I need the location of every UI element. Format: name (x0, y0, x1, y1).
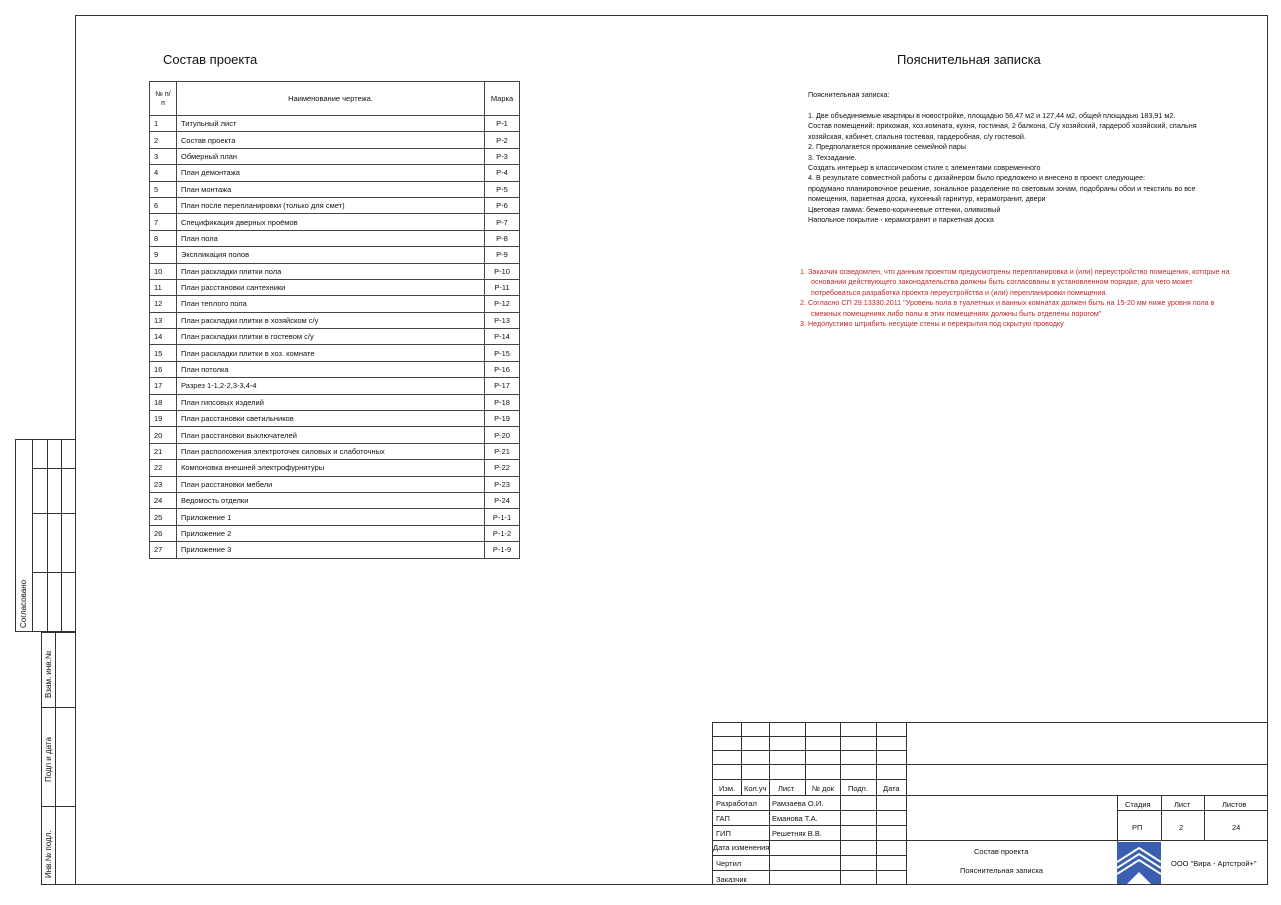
header-mark: Марка (485, 82, 520, 116)
header-name: Наименование чертежа. (177, 82, 485, 116)
row-name: План монтажа (177, 181, 485, 197)
table-row (150, 411, 520, 427)
row-mark: Р-17 (485, 378, 520, 394)
row-mark: Р-16 (485, 361, 520, 377)
col-podp: Подп. (848, 784, 868, 793)
table-row (150, 148, 520, 164)
row-name: Разрез 1-1,2-2,3-3,4-4 (177, 378, 485, 394)
warning-line: 2. Согласно СП 29.13330.2011 "Уровень пола в туалетных и ванных комнатах должен быть на 15-20 мм ниже уровня пола в (800, 298, 1215, 308)
role-4: Чертил (716, 859, 742, 868)
sheet-value: 2 (1179, 823, 1184, 832)
row-name: План гипсовых изделий (177, 394, 485, 410)
note-line: помещения, паркетная доска, кухонный гарнитур, керамогранит, двери (808, 194, 1046, 204)
company-logo-icon (1117, 842, 1161, 884)
table-row (150, 181, 520, 197)
row-num: 15 (150, 345, 177, 361)
table-header-row (150, 82, 520, 116)
table-row (150, 214, 520, 230)
row-num: 24 (150, 492, 177, 508)
row-mark: Р-1 (485, 116, 520, 132)
row-num: 22 (150, 460, 177, 476)
note-body (808, 111, 1197, 225)
row-name: Обмерный план (177, 148, 485, 164)
table-row (150, 361, 520, 377)
row-name: План демонтажа (177, 165, 485, 181)
podp-data-label: Подп и дата (44, 737, 53, 782)
table-row (150, 329, 520, 345)
note-line: хозяйская, кабинет, спальня гостевая, гардеробная, с/у гостевой. (808, 131, 1026, 141)
row-mark: Р-1-1 (485, 509, 520, 525)
row-mark: Р-22 (485, 460, 520, 476)
person-0: Рамзаева О.И. (772, 799, 824, 808)
row-num: 12 (150, 296, 177, 312)
note-line: 3. Техзадание. (808, 152, 857, 162)
table-row (150, 476, 520, 492)
role-2: ГИП (716, 829, 731, 838)
table-row (150, 263, 520, 279)
table-row (150, 230, 520, 246)
row-name: Компоновка внешней электрофурнитуры (177, 460, 485, 476)
row-mark: Р-15 (485, 345, 520, 361)
row-mark: Р-21 (485, 443, 520, 459)
table-row (150, 279, 520, 295)
table-row (150, 247, 520, 263)
row-mark: Р-13 (485, 312, 520, 328)
row-mark: Р-10 (485, 263, 520, 279)
row-name: План расположения электроточек силовых и слаботочных (177, 443, 485, 459)
inv-podl-label: Инв.№ подл. (44, 830, 53, 878)
composition-table (149, 81, 520, 559)
note-line: Цветовая гамма: бежево-коричневые оттенки, оливковый (808, 204, 1001, 214)
note-warnings (800, 267, 1229, 329)
stage-value: РП (1132, 823, 1143, 832)
table-row (150, 427, 520, 443)
row-num: 18 (150, 394, 177, 410)
table-row (150, 132, 520, 148)
row-num: 1 (150, 116, 177, 132)
row-mark: Р-4 (485, 165, 520, 181)
doc-title-1: Состав проекта (974, 847, 1029, 856)
note-line: 2. Предполагается проживание семейной пары (808, 142, 966, 152)
row-num: 4 (150, 165, 177, 181)
row-num: 20 (150, 427, 177, 443)
row-mark: Р-23 (485, 476, 520, 492)
row-name: План расстановки светильников (177, 411, 485, 427)
row-mark: Р-6 (485, 197, 520, 213)
row-mark: Р-14 (485, 329, 520, 345)
row-mark: Р-5 (485, 181, 520, 197)
row-mark: Р-2 (485, 132, 520, 148)
row-name: План пола (177, 230, 485, 246)
role-1: ГАП (716, 814, 730, 823)
row-num: 26 (150, 525, 177, 541)
row-num: 27 (150, 542, 177, 558)
row-name: План после перепланировки (только для смет) (177, 197, 485, 213)
row-name: План раскладки плитки в хозяйском с/у (177, 312, 485, 328)
person-2: Решетняк В.В. (772, 829, 822, 838)
warning-line: 3. Недопустимо штрабить несущие стены и перекрытия под скрытую проводку (800, 319, 1064, 329)
note-line: продумано планировочное решение, зональное разделение по световым зонам, подобраны обои и текстиль во все (808, 183, 1196, 193)
table-row (150, 509, 520, 525)
row-name: План расстановки выключателей (177, 427, 485, 443)
row-mark: Р-8 (485, 230, 520, 246)
composition-title: Состав проекта (163, 52, 258, 67)
row-num: 14 (150, 329, 177, 345)
row-name: План потолка (177, 361, 485, 377)
note-line: Состав помещений: прихожая, хоз.комната, кухня, гостиная, 2 балкона, С/у хозяйский, гардероб хозяйский, спальня (808, 121, 1197, 131)
row-num: 2 (150, 132, 177, 148)
table-row (150, 197, 520, 213)
row-name: План расстановки мебели (177, 476, 485, 492)
row-num: 11 (150, 279, 177, 295)
row-num: 17 (150, 378, 177, 394)
table-row (150, 296, 520, 312)
row-mark: Р-7 (485, 214, 520, 230)
stage-label: Стадия (1125, 800, 1151, 809)
warning-line: основании действующего законодательства должны быть согласованы в установленном порядке, для чего может (811, 277, 1193, 287)
soglasovano-label: Согласовано (19, 579, 28, 628)
warning-line: потребоваться разработка проекта переустройства и (или) перепланировки помещения. (811, 287, 1108, 297)
table-row (150, 378, 520, 394)
note-line: 1. Две объединяемые квартиры в новостройке, площадью 56,47 м2 и 127,44 м2, общей площадью 183,91 м2. (808, 111, 1176, 120)
row-name: Состав проекта (177, 132, 485, 148)
note-line: Напольное покрытие - керамогранит и паркетная доска (808, 215, 994, 225)
header-num: № п/п (150, 82, 177, 116)
col-ndok: № док (812, 784, 834, 793)
row-mark: Р-19 (485, 411, 520, 427)
row-num: 13 (150, 312, 177, 328)
warning-line: 1. Заказчик осведомлен, что данным проектом предусмотрены перепланировка и (или) переустройство помещения, которые на (800, 267, 1230, 276)
row-name: Приложение 3 (177, 542, 485, 558)
row-num: 10 (150, 263, 177, 279)
table-row (150, 492, 520, 508)
table-row (150, 443, 520, 459)
row-mark: Р-1-2 (485, 525, 520, 541)
table-row (150, 542, 520, 558)
sheets-label: Листов (1222, 800, 1247, 809)
table-row (150, 345, 520, 361)
row-mark: Р-12 (485, 296, 520, 312)
row-num: 8 (150, 230, 177, 246)
row-mark: Р-24 (485, 492, 520, 508)
doc-title-2: Пояснительная записка (960, 866, 1043, 875)
role-3: Дата изменения (713, 843, 770, 852)
row-num: 21 (150, 443, 177, 459)
table-row (150, 116, 520, 132)
row-mark: Р-11 (485, 279, 520, 295)
col-kol: Кол.уч (744, 784, 767, 793)
sheet-label: Лист (1174, 800, 1191, 809)
table-row (150, 165, 520, 181)
note-line: 4. В результате совместной работы с дизайнером было предложено и внесено в проект следующее: (808, 173, 1146, 183)
row-mark: Р-3 (485, 148, 520, 164)
company-name: ООО "Вира - Артстрой+" (1171, 859, 1257, 868)
row-mark: Р-18 (485, 394, 520, 410)
col-list: Лист (778, 784, 795, 793)
row-name: Титульный лист (177, 116, 485, 132)
row-num: 6 (150, 197, 177, 213)
row-name: Приложение 1 (177, 509, 485, 525)
warning-line: смежных помещениях либо полы в этих помещениях должны быть отделены порогом" (811, 308, 1102, 318)
row-name: План раскладки плитки в гостевом с/у (177, 329, 485, 345)
table-row (150, 525, 520, 541)
row-name: План раскладки плитки пола (177, 263, 485, 279)
row-mark: Р-1-9 (485, 542, 520, 558)
table-row (150, 460, 520, 476)
role-0: Разработал (716, 799, 757, 808)
row-name: План теплого пола (177, 296, 485, 312)
note-line: Создать интерьер в классическом стиле с элементами современного (808, 163, 1041, 173)
row-num: 5 (150, 181, 177, 197)
row-mark: Р-9 (485, 247, 520, 263)
row-num: 9 (150, 247, 177, 263)
note-title: Пояснительная записка (897, 52, 1041, 67)
row-name: План расстановки сантехники (177, 279, 485, 295)
row-name: Ведомость отделки (177, 492, 485, 508)
row-mark: Р-20 (485, 427, 520, 443)
row-num: 19 (150, 411, 177, 427)
row-num: 3 (150, 148, 177, 164)
row-num: 25 (150, 509, 177, 525)
col-data: Дата (883, 784, 900, 793)
row-num: 7 (150, 214, 177, 230)
row-name: Приложение 2 (177, 525, 485, 541)
table-row (150, 312, 520, 328)
row-num: 23 (150, 476, 177, 492)
note-heading: Пояснительная записка: (808, 90, 890, 99)
row-name: Экспликация полов (177, 247, 485, 263)
sheets-value: 24 (1232, 823, 1241, 832)
table-row (150, 394, 520, 410)
role-5: Заказчик (716, 875, 747, 884)
col-izm: Изм. (719, 784, 736, 793)
person-1: Еманова Т.А. (772, 814, 818, 823)
row-name: Спецификация дверных проёмов (177, 214, 485, 230)
row-num: 16 (150, 361, 177, 377)
vzam-label: Взам. инв.№ (44, 650, 53, 698)
row-name: План раскладки плитки в хоз. комнате (177, 345, 485, 361)
